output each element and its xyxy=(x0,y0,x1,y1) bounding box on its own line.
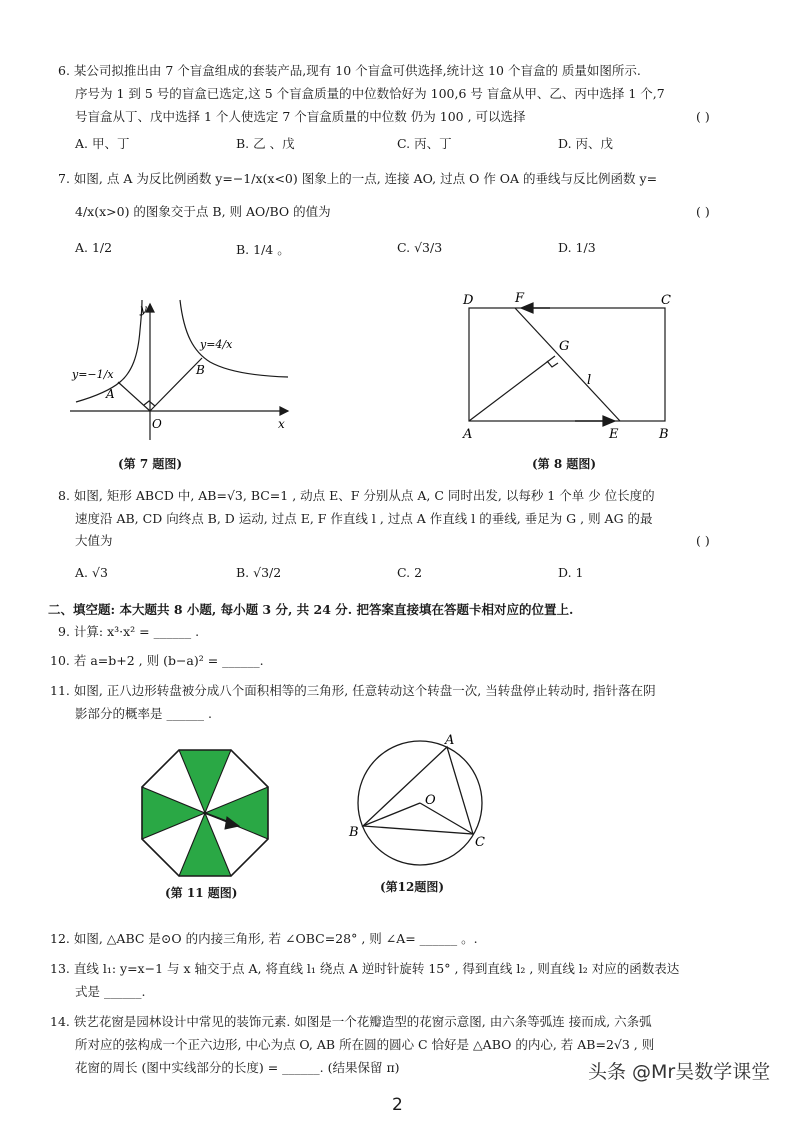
q14-line1: 14. 铁艺花窗是园林设计中常见的装饰元素. 如图是一个花瓣造型的花窗示意图, 由六条等弧连 接而成, 六条弧 xyxy=(50,1014,652,1029)
q14-line3: 花窗的周长 (图中实线部分的长度) = ______. (结果保留 π) xyxy=(75,1060,400,1075)
label-o: O xyxy=(152,417,162,431)
segment-ob xyxy=(363,803,420,826)
right-angle-mark-g xyxy=(547,361,558,367)
segment-ao xyxy=(118,382,150,411)
q6-option-a: A. 甲、丁 xyxy=(75,136,130,151)
x-axis-arrow xyxy=(280,407,288,415)
label-f: F xyxy=(515,291,525,306)
q8-option-d: D. 1 xyxy=(558,565,584,580)
q8-answer-paren: ( ) xyxy=(696,533,710,548)
figure-12-circle-triangle xyxy=(345,730,495,880)
label-a: A xyxy=(445,733,455,748)
figure-11-caption: (第 11 题图) xyxy=(165,886,238,900)
q7-option-a: A. 1/2 xyxy=(75,240,113,255)
label-c: C xyxy=(475,835,485,850)
label-y: y xyxy=(140,302,147,316)
label-a: A xyxy=(106,387,115,401)
label-left-function: y=−1/x xyxy=(72,368,114,381)
q8-option-b: B. √3/2 xyxy=(236,565,282,580)
label-o: O xyxy=(425,793,436,808)
segment-ag xyxy=(469,356,555,421)
q8-line3: 大值为 xyxy=(75,533,113,548)
label-g: G xyxy=(559,339,570,354)
q6-line1: 6. 某公司拟推出由 7 个盲盒组成的套装产品,现有 10 个盲盒可供选择,统计这 10 个盲盒的 质量如图所示. xyxy=(58,63,641,78)
figure-8-rectangle xyxy=(455,288,685,448)
label-a: A xyxy=(463,427,473,442)
q8-line1: 8. 如图, 矩形 ABCD 中, AB=√3, BC=1 , 动点 E、F 分别从点 A, C 同时出发, 以每秒 1 个单 少 位长度的 xyxy=(58,488,655,503)
q6-line3: 号盲盒从丁、戊中选择 1 个人使选定 7 个盲盒质量的中位数 仍为 100 , 可以选择 xyxy=(75,109,526,124)
label-e: E xyxy=(609,427,619,442)
q13-line1: 13. 直线 l₁: y=x−1 与 x 轴交于点 A, 将直线 l₁ 绕点 A 逆时针旋转 15° , 得到直线 l₂ , 则直线 l₂ 对应的函数表达 xyxy=(50,961,680,976)
q8-option-c: C. 2 xyxy=(397,565,423,580)
label-x: x xyxy=(278,417,285,431)
y-axis-arrow xyxy=(146,304,154,312)
q6-option-b: B. 乙 、戊 xyxy=(236,136,295,151)
q7-line2: 4/x(x>0) 的图象交于点 B, 则 AO/BO 的值为 xyxy=(75,204,331,219)
q6-line2: 序号为 1 到 5 号的盲盒已选定,这 5 个盲盒质量的中位数恰好为 100,6 号 盲盒从甲、乙、丙中选择 1 个,7 xyxy=(75,86,665,101)
arrow-e-head xyxy=(603,416,615,426)
q11-line1: 11. 如图, 正八边形转盘被分成八个面积相等的三角形, 任意转动这个转盘一次, 当转盘停止转动时, 指针落在阴 xyxy=(50,683,656,698)
q7-option-d: D. 1/3 xyxy=(558,240,596,255)
q7-option-b: B. 1/4 。 xyxy=(236,242,290,257)
q7-answer-paren: ( ) xyxy=(696,204,710,219)
q10-text: 10. 若 a=b+2 , 则 (b−a)² = ______. xyxy=(50,653,264,668)
q7-line1: 7. 如图, 点 A 为反比例函数 y=−1/x(x<0) 图象上的一点, 连接 AO, 过点 O 作 OA 的垂线与反比例函数 y= xyxy=(58,171,658,186)
q13-line2: 式是 ______. xyxy=(75,984,146,999)
q14-line2: 所对应的弦构成一个正六边形, 中心为点 O, AB 所在圆的圆心 C 恰好是 △ABO 的内心, 若 AB=2√3 , 则 xyxy=(75,1037,655,1052)
figure-7-graph xyxy=(60,290,300,450)
q11-line2: 影部分的概率是 ______ . xyxy=(75,706,212,721)
section-2-heading: 二、填空题: 本大题共 8 小题, 每小题 3 分, 共 24 分. 把答案直接填在答题卡相对应的位置上. xyxy=(48,602,574,617)
label-right-function: y=4/x xyxy=(200,338,233,351)
q8-line2: 速度沿 AB, CD 向终点 B, D 运动, 过点 E, F 作直线 l , 过点 A 作直线 l 的垂线, 垂足为 G , 则 AG 的最 xyxy=(75,511,653,526)
watermark: 头条 @Mr吴数学课堂 xyxy=(588,1061,771,1083)
q6-answer-paren: ( ) xyxy=(696,109,710,124)
q6-option-d: D. 丙、戊 xyxy=(558,136,614,151)
label-b: B xyxy=(196,363,205,377)
triangle-abc xyxy=(363,747,473,834)
figure-12-caption: (第12题图) xyxy=(380,880,445,894)
label-b: B xyxy=(349,825,359,840)
line-l xyxy=(515,308,620,421)
figure-8-caption: (第 8 题图) xyxy=(532,457,597,471)
label-b: B xyxy=(659,427,669,442)
q12-text: 12. 如图, △ABC 是⊙O 的内接三角形, 若 ∠OBC=28° , 则 ∠A= ______ 。. xyxy=(50,931,478,946)
label-l: l xyxy=(587,373,592,388)
q9-text: 9. 计算: x³·x² = ______ . xyxy=(58,624,200,639)
label-c: C xyxy=(661,293,671,308)
q7-option-c: C. √3/3 xyxy=(397,240,443,255)
page-number: 2 xyxy=(392,1095,403,1115)
figure-7-caption: (第 7 题图) xyxy=(118,457,183,471)
q6-option-c: C. 丙、丁 xyxy=(397,136,452,151)
segment-bo xyxy=(150,358,202,411)
q8-option-a: A. √3 xyxy=(75,565,108,580)
label-d: D xyxy=(463,293,474,308)
figure-11-octagon-spinner xyxy=(135,743,275,883)
